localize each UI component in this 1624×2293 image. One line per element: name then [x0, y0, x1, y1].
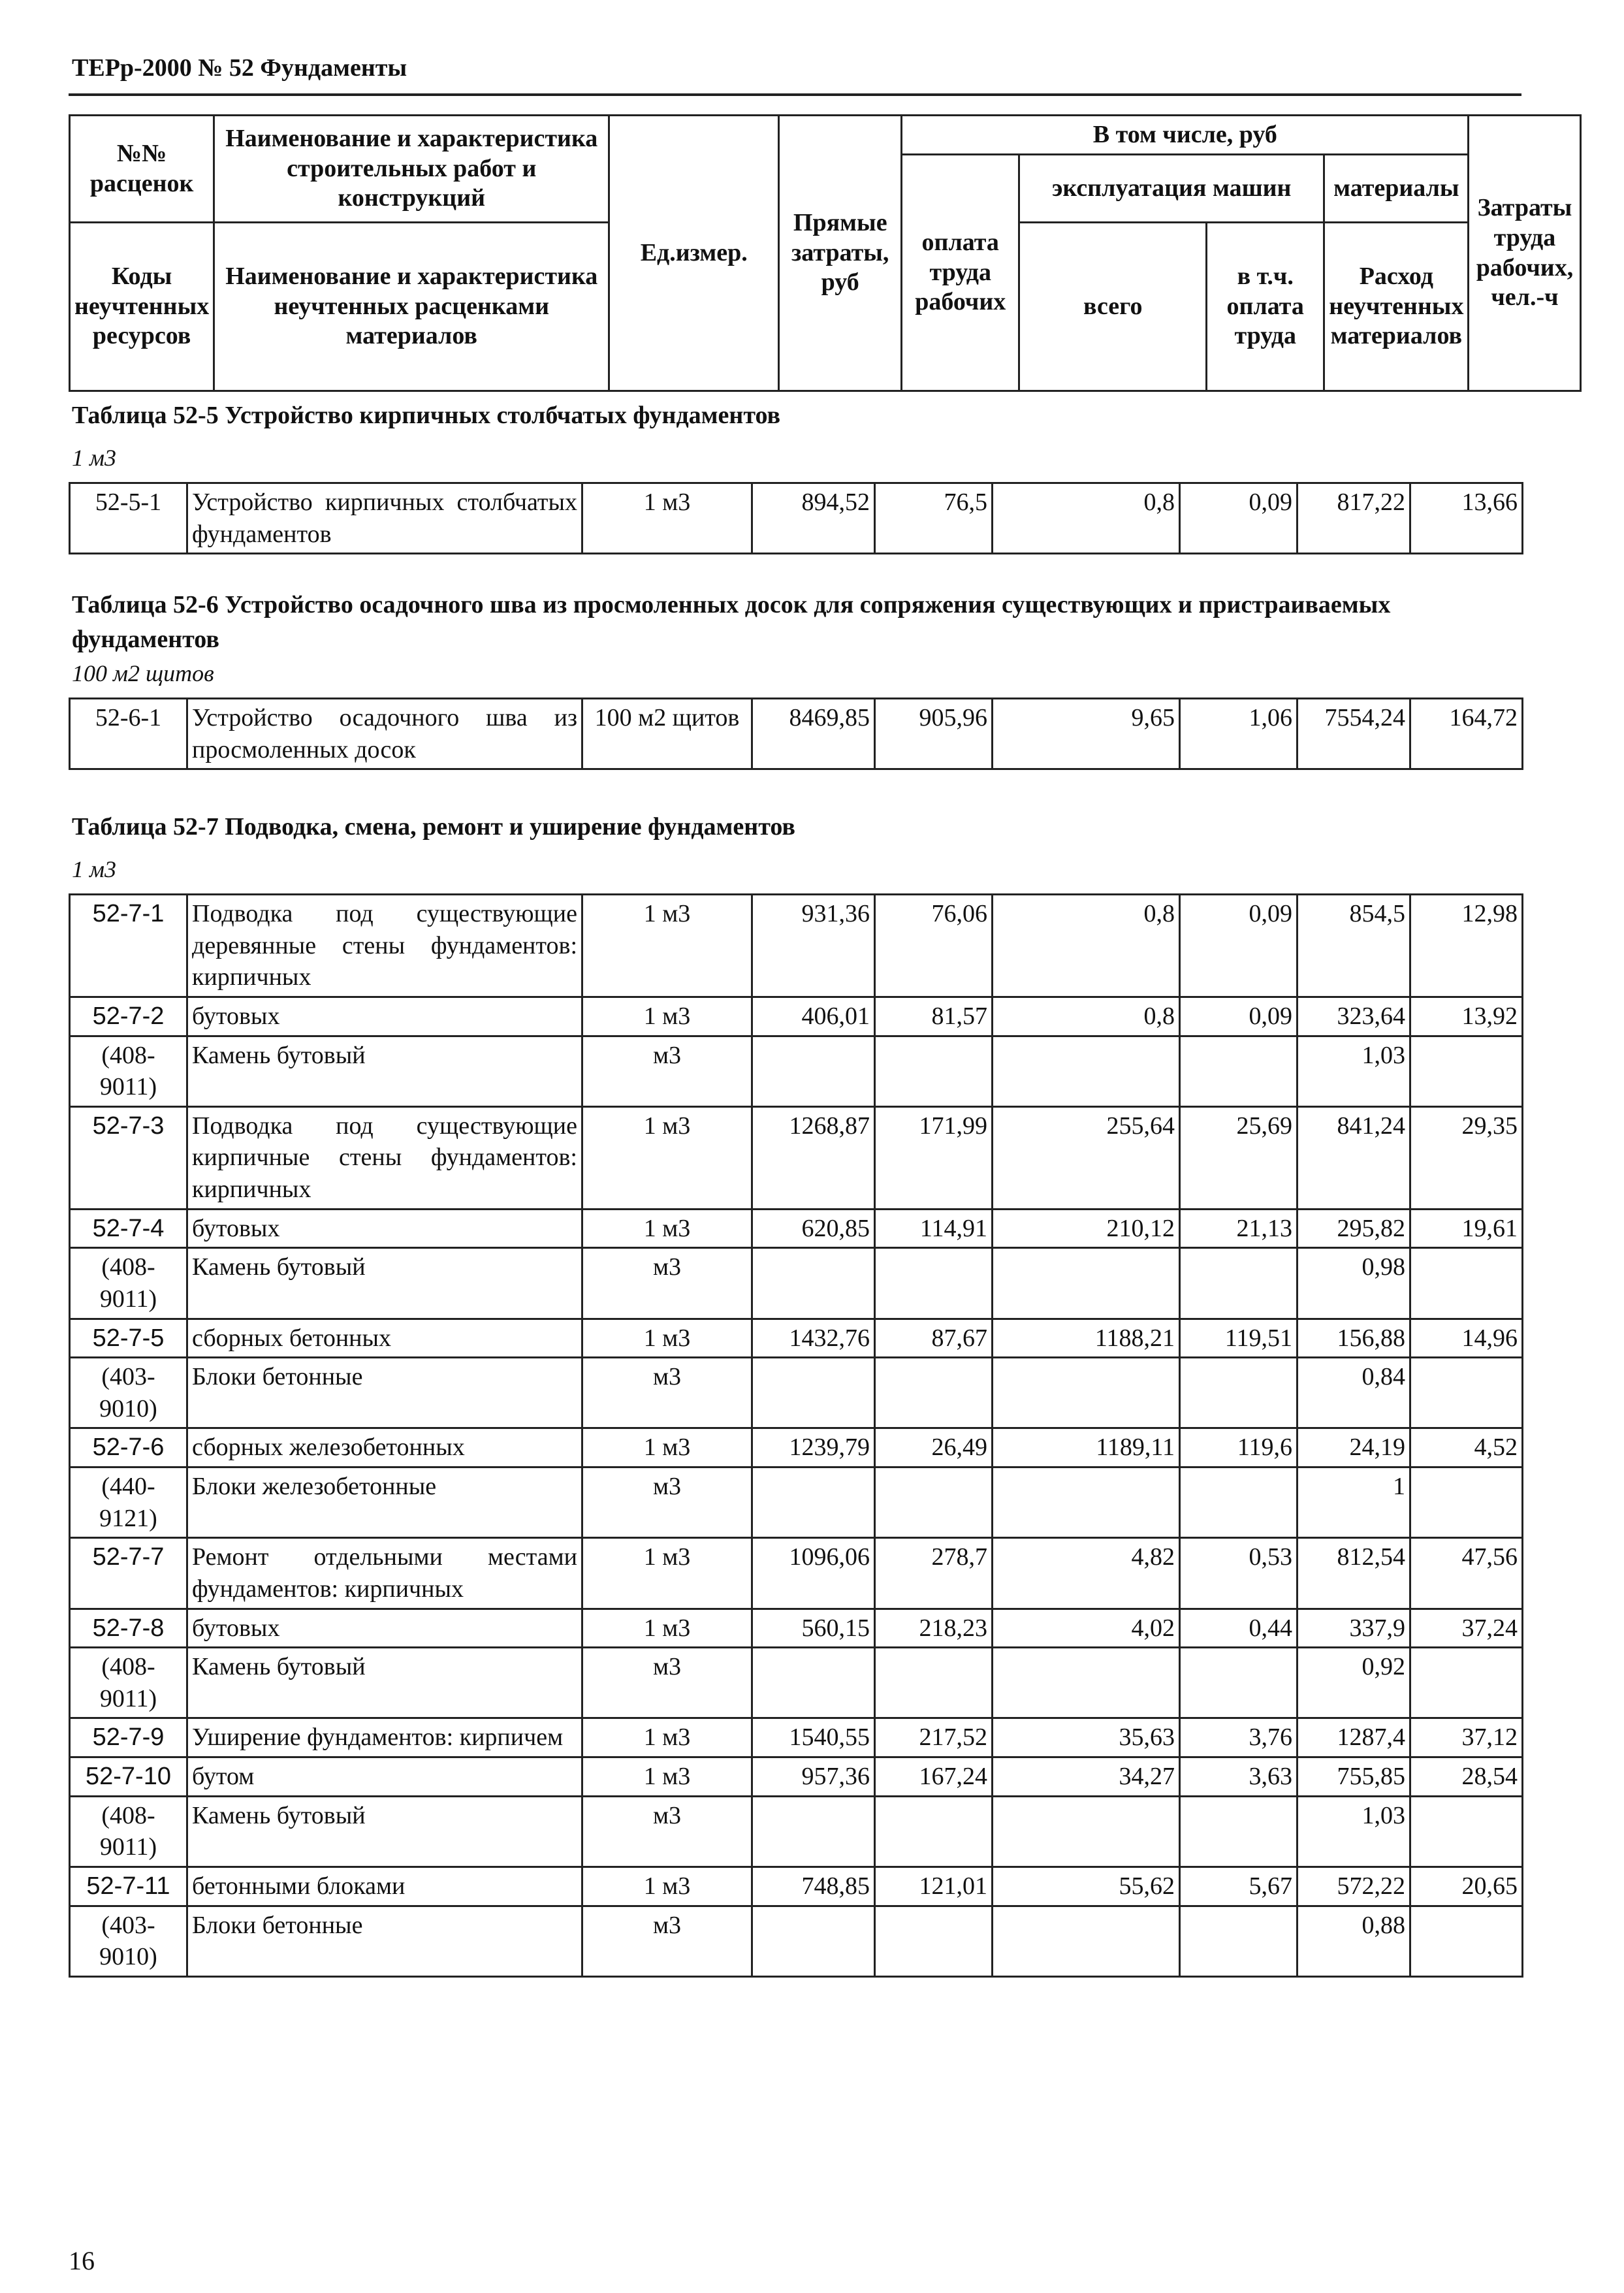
materials-cell: 323,64	[1298, 997, 1410, 1036]
unit-cell: м3	[582, 1906, 752, 1976]
direct-cost-cell	[752, 1358, 875, 1428]
name-cell: сборных бетонных	[187, 1319, 582, 1358]
header-direct-costs: Прямые затраты, руб	[779, 116, 902, 391]
materials-cell: 156,88	[1298, 1319, 1410, 1358]
materials-cell: 854,5	[1298, 895, 1410, 997]
labor-hours-cell	[1410, 1796, 1523, 1867]
table-52-5	[69, 482, 1523, 554]
labor-hours-cell: 12,98	[1410, 895, 1523, 997]
machines-labor-cell: 0,09	[1180, 483, 1298, 554]
materials-cell: 0,88	[1298, 1906, 1410, 1976]
name-cell: Камень бутовый	[187, 1648, 582, 1718]
machines-labor-cell	[1180, 1906, 1298, 1976]
code-cell: 52-7-2	[70, 997, 187, 1036]
rate-row	[70, 895, 1523, 997]
header-labor-pay: оплата труда рабочих	[902, 155, 1019, 391]
rate-row	[70, 1319, 1523, 1358]
materials-cell: 841,24	[1298, 1106, 1410, 1209]
direct-cost-cell: 620,85	[752, 1209, 875, 1248]
header-unaccounted-materials: Расход неучтенных материалов	[1324, 223, 1469, 391]
rate-row	[70, 1609, 1523, 1648]
machines-labor-cell	[1180, 1248, 1298, 1319]
materials-cell: 0,84	[1298, 1358, 1410, 1428]
header-rule	[69, 93, 1521, 96]
labor-pay-cell: 87,67	[875, 1319, 993, 1358]
code-cell: 52-5-1	[70, 483, 187, 554]
labor-pay-cell	[875, 1467, 993, 1538]
header-unit: Ед.измер.	[609, 116, 779, 391]
header-code-top: №№ расценок	[70, 116, 214, 223]
name-cell: сборных железобетонных	[187, 1428, 582, 1467]
code-cell: 52-7-11	[70, 1867, 187, 1906]
unit-cell: 100 м2 щитов	[582, 699, 752, 769]
machines-total-cell: 35,63	[993, 1718, 1180, 1757]
name-cell: бутовых	[187, 1609, 582, 1648]
machines-total-cell	[993, 1248, 1180, 1319]
name-cell: Устройство кирпичных столбчатых фундаментов	[187, 483, 582, 554]
labor-hours-cell: 13,92	[1410, 997, 1523, 1036]
machines-labor-cell: 3,63	[1180, 1757, 1298, 1797]
unit-cell: 1 м3	[582, 1718, 752, 1757]
direct-cost-cell: 560,15	[752, 1609, 875, 1648]
materials-cell: 7554,24	[1298, 699, 1410, 769]
labor-hours-cell: 19,61	[1410, 1209, 1523, 1248]
labor-hours-cell: 37,24	[1410, 1609, 1523, 1648]
machines-labor-cell: 0,09	[1180, 997, 1298, 1036]
direct-cost-cell	[752, 1648, 875, 1718]
name-cell: Уширение фундаментов: кирпичем	[187, 1718, 582, 1757]
labor-pay-cell: 81,57	[875, 997, 993, 1036]
materials-cell: 1	[1298, 1467, 1410, 1538]
rate-row	[70, 1867, 1523, 1906]
direct-cost-cell	[752, 1036, 875, 1106]
direct-cost-cell	[752, 1467, 875, 1538]
unit-cell: 1 м3	[582, 895, 752, 997]
code-cell: (408-9011)	[70, 1036, 187, 1106]
labor-pay-cell	[875, 1906, 993, 1976]
code-cell: (408-9011)	[70, 1648, 187, 1718]
rate-row	[70, 1538, 1523, 1609]
direct-cost-cell: 1432,76	[752, 1319, 875, 1358]
unit-cell: 1 м3	[582, 1319, 752, 1358]
column-header-table	[69, 114, 1582, 392]
machines-labor-cell	[1180, 1358, 1298, 1428]
materials-cell: 337,9	[1298, 1609, 1410, 1648]
unit-cell: 1 м3	[582, 1867, 752, 1906]
labor-hours-cell	[1410, 1358, 1523, 1428]
machines-total-cell: 4,82	[993, 1538, 1180, 1609]
header-labor-hours: Затраты труда рабочих, чел.-ч	[1469, 116, 1581, 391]
labor-pay-cell: 26,49	[875, 1428, 993, 1467]
rate-row	[70, 997, 1523, 1036]
resource-row	[70, 1648, 1523, 1718]
machines-labor-cell: 0,44	[1180, 1609, 1298, 1648]
unit-cell: м3	[582, 1036, 752, 1106]
unit-cell: 1 м3	[582, 1538, 752, 1609]
rate-row	[70, 1106, 1523, 1209]
machines-labor-cell	[1180, 1648, 1298, 1718]
labor-hours-cell: 4,52	[1410, 1428, 1523, 1467]
resource-row	[70, 1358, 1523, 1428]
labor-pay-cell: 218,23	[875, 1609, 993, 1648]
labor-hours-cell: 28,54	[1410, 1757, 1523, 1797]
code-cell: 52-7-8	[70, 1609, 187, 1648]
code-cell: 52-7-3	[70, 1106, 187, 1209]
labor-hours-cell	[1410, 1906, 1523, 1976]
direct-cost-cell: 748,85	[752, 1867, 875, 1906]
labor-pay-cell: 905,96	[875, 699, 993, 769]
labor-pay-cell	[875, 1648, 993, 1718]
labor-pay-cell: 76,5	[875, 483, 993, 554]
labor-pay-cell: 171,99	[875, 1106, 993, 1209]
materials-cell: 24,19	[1298, 1428, 1410, 1467]
table-52-6	[69, 698, 1523, 770]
running-title: ТЕРр-2000 № 52 Фундаменты	[72, 54, 407, 82]
machines-total-cell: 34,27	[993, 1757, 1180, 1797]
unit-cell: м3	[582, 1358, 752, 1428]
materials-cell: 295,82	[1298, 1209, 1410, 1248]
machines-labor-cell: 0,53	[1180, 1538, 1298, 1609]
code-cell: 52-7-9	[70, 1718, 187, 1757]
name-cell: Ремонт отдельными местами фундаментов: кирпичных	[187, 1538, 582, 1609]
table-52-5-unit: 1 м3	[72, 445, 116, 471]
name-cell: Устройство осадочного шва из просмоленных досок	[187, 699, 582, 769]
materials-cell: 1,03	[1298, 1036, 1410, 1106]
header-machines-labor: в т.ч. оплата труда	[1207, 223, 1324, 391]
machines-labor-cell: 25,69	[1180, 1106, 1298, 1209]
materials-cell: 0,92	[1298, 1648, 1410, 1718]
name-cell: бутовых	[187, 1209, 582, 1248]
resource-row	[70, 1796, 1523, 1867]
machines-total-cell: 4,02	[993, 1609, 1180, 1648]
machines-total-cell	[993, 1796, 1180, 1867]
labor-pay-cell: 121,01	[875, 1867, 993, 1906]
labor-pay-cell	[875, 1796, 993, 1867]
direct-cost-cell: 1239,79	[752, 1428, 875, 1467]
rate-row	[70, 1757, 1523, 1797]
unit-cell: м3	[582, 1648, 752, 1718]
machines-total-cell	[993, 1036, 1180, 1106]
name-cell: Блоки бетонные	[187, 1906, 582, 1976]
name-cell: Камень бутовый	[187, 1036, 582, 1106]
materials-cell: 817,22	[1298, 483, 1410, 554]
name-cell: Камень бутовый	[187, 1248, 582, 1319]
code-cell: 52-6-1	[70, 699, 187, 769]
unit-cell: 1 м3	[582, 483, 752, 554]
machines-total-cell: 210,12	[993, 1209, 1180, 1248]
page-number: 16	[69, 2246, 95, 2275]
code-cell: 52-7-5	[70, 1319, 187, 1358]
header-machines-group: эксплуатация машин	[1019, 155, 1324, 223]
labor-pay-cell	[875, 1358, 993, 1428]
header-including-group: В том числе, руб	[902, 116, 1469, 155]
table-52-6-unit: 100 м2 щитов	[72, 660, 214, 686]
machines-labor-cell	[1180, 1796, 1298, 1867]
labor-hours-cell: 164,72	[1410, 699, 1523, 769]
machines-labor-cell: 0,09	[1180, 895, 1298, 997]
labor-hours-cell: 13,66	[1410, 483, 1523, 554]
machines-total-cell	[993, 1467, 1180, 1538]
name-cell: Блоки бетонные	[187, 1358, 582, 1428]
unit-cell: м3	[582, 1796, 752, 1867]
machines-total-cell: 0,8	[993, 895, 1180, 997]
materials-cell: 812,54	[1298, 1538, 1410, 1609]
machines-total-cell: 0,8	[993, 997, 1180, 1036]
name-cell: Подводка под существующие деревянные стены фундаментов: кирпичных	[187, 895, 582, 997]
machines-labor-cell: 1,06	[1180, 699, 1298, 769]
direct-cost-cell: 406,01	[752, 997, 875, 1036]
header-name-bottom: Наименование и характеристика неучтенных расценками материалов	[214, 223, 609, 391]
name-cell: Блоки железобетонные	[187, 1467, 582, 1538]
header-machines-total: всего	[1019, 223, 1207, 391]
labor-pay-cell: 114,91	[875, 1209, 993, 1248]
machines-labor-cell: 5,67	[1180, 1867, 1298, 1906]
materials-cell: 1,03	[1298, 1796, 1410, 1867]
machines-total-cell	[993, 1906, 1180, 1976]
direct-cost-cell: 931,36	[752, 895, 875, 997]
machines-labor-cell	[1180, 1467, 1298, 1538]
direct-cost-cell	[752, 1248, 875, 1319]
labor-hours-cell	[1410, 1036, 1523, 1106]
unit-cell: 1 м3	[582, 1428, 752, 1467]
unit-cell: 1 м3	[582, 1757, 752, 1797]
materials-cell: 1287,4	[1298, 1718, 1410, 1757]
resource-row	[70, 1467, 1523, 1538]
materials-cell: 572,22	[1298, 1867, 1410, 1906]
rate-row	[70, 1209, 1523, 1248]
machines-labor-cell: 3,76	[1180, 1718, 1298, 1757]
code-cell: 52-7-10	[70, 1757, 187, 1797]
direct-cost-cell: 1268,87	[752, 1106, 875, 1209]
code-cell: 52-7-7	[70, 1538, 187, 1609]
code-cell: (408-9011)	[70, 1248, 187, 1319]
header-materials: материалы	[1324, 155, 1469, 223]
unit-cell: 1 м3	[582, 997, 752, 1036]
direct-cost-cell	[752, 1796, 875, 1867]
direct-cost-cell: 894,52	[752, 483, 875, 554]
machines-total-cell: 9,65	[993, 699, 1180, 769]
unit-cell: 1 м3	[582, 1609, 752, 1648]
machines-total-cell: 55,62	[993, 1867, 1180, 1906]
labor-hours-cell	[1410, 1648, 1523, 1718]
resource-row	[70, 1036, 1523, 1106]
rate-row	[70, 483, 1523, 554]
resource-row	[70, 1248, 1523, 1319]
direct-cost-cell	[752, 1906, 875, 1976]
name-cell: Подводка под существующие кирпичные стены фундаментов: кирпичных	[187, 1106, 582, 1209]
machines-labor-cell: 21,13	[1180, 1209, 1298, 1248]
labor-hours-cell: 20,65	[1410, 1867, 1523, 1906]
unit-cell: 1 м3	[582, 1209, 752, 1248]
labor-pay-cell	[875, 1248, 993, 1319]
code-cell: (403-9010)	[70, 1906, 187, 1976]
labor-hours-cell	[1410, 1467, 1523, 1538]
direct-cost-cell: 957,36	[752, 1757, 875, 1797]
header-name-top: Наименование и характеристика строительных работ и конструкций	[214, 116, 609, 223]
resource-row	[70, 1906, 1523, 1976]
machines-labor-cell: 119,6	[1180, 1428, 1298, 1467]
machines-total-cell	[993, 1358, 1180, 1428]
code-cell: 52-7-1	[70, 895, 187, 997]
machines-labor-cell	[1180, 1036, 1298, 1106]
machines-total-cell	[993, 1648, 1180, 1718]
name-cell: бутовых	[187, 997, 582, 1036]
direct-cost-cell: 8469,85	[752, 699, 875, 769]
rate-row	[70, 1718, 1523, 1757]
unit-cell: 1 м3	[582, 1106, 752, 1209]
labor-pay-cell: 217,52	[875, 1718, 993, 1757]
direct-cost-cell: 1096,06	[752, 1538, 875, 1609]
machines-total-cell: 1188,21	[993, 1319, 1180, 1358]
header-code-bottom: Коды неучтенных ресурсов	[70, 223, 214, 391]
machines-labor-cell: 119,51	[1180, 1319, 1298, 1358]
unit-cell: м3	[582, 1467, 752, 1538]
table-52-5-caption: Таблица 52-5 Устройство кирпичных столбчатых фундаментов	[72, 402, 781, 429]
table-52-7-caption: Таблица 52-7 Подводка, смена, ремонт и уширение фундаментов	[72, 813, 795, 841]
machines-total-cell: 1189,11	[993, 1428, 1180, 1467]
code-cell: 52-7-4	[70, 1209, 187, 1248]
code-cell: (403-9010)	[70, 1358, 187, 1428]
unit-cell: м3	[582, 1248, 752, 1319]
materials-cell: 755,85	[1298, 1757, 1410, 1797]
table-52-7	[69, 893, 1523, 1978]
labor-pay-cell: 278,7	[875, 1538, 993, 1609]
rate-row	[70, 699, 1523, 769]
labor-pay-cell	[875, 1036, 993, 1106]
machines-total-cell: 0,8	[993, 483, 1180, 554]
table-52-7-unit: 1 м3	[72, 856, 116, 882]
name-cell: бетонными блоками	[187, 1867, 582, 1906]
code-cell: (440-9121)	[70, 1467, 187, 1538]
machines-total-cell: 255,64	[993, 1106, 1180, 1209]
labor-pay-cell: 167,24	[875, 1757, 993, 1797]
labor-hours-cell: 47,56	[1410, 1538, 1523, 1609]
labor-hours-cell	[1410, 1248, 1523, 1319]
table-52-6-caption: Таблица 52-6 Устройство осадочного шва из просмоленных досок для сопряжения существующих и пристраиваемых фундаментов	[72, 591, 1391, 654]
labor-hours-cell: 14,96	[1410, 1319, 1523, 1358]
labor-hours-cell: 29,35	[1410, 1106, 1523, 1209]
direct-cost-cell: 1540,55	[752, 1718, 875, 1757]
rate-row	[70, 1428, 1523, 1467]
labor-pay-cell: 76,06	[875, 895, 993, 997]
materials-cell: 0,98	[1298, 1248, 1410, 1319]
code-cell: (408-9011)	[70, 1796, 187, 1867]
name-cell: Камень бутовый	[187, 1796, 582, 1867]
labor-hours-cell: 37,12	[1410, 1718, 1523, 1757]
name-cell: бутом	[187, 1757, 582, 1797]
code-cell: 52-7-6	[70, 1428, 187, 1467]
